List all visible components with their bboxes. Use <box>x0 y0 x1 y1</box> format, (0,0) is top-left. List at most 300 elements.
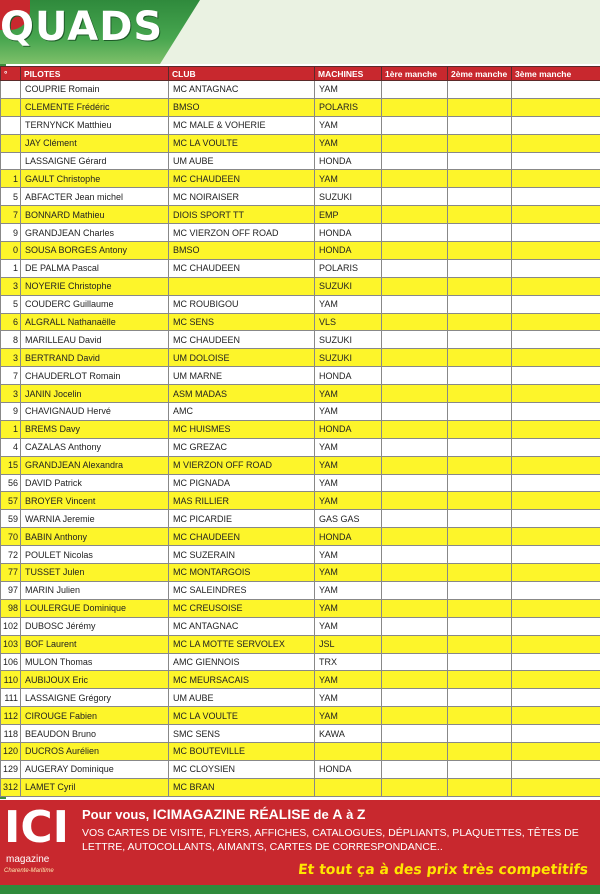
club-name: MC CREUSOISE <box>169 599 315 617</box>
manche-2-result <box>448 242 512 260</box>
manche-2-result <box>448 116 512 134</box>
manche-1-result <box>382 474 448 492</box>
machine-brand: YAM <box>315 564 382 582</box>
ad-headline-pre: Pour vous, <box>82 807 153 822</box>
manche-2-result <box>448 206 512 224</box>
club-name: MC CHAUDEEN <box>169 331 315 349</box>
machine-brand: SUZUKI <box>315 277 382 295</box>
rider-number <box>1 98 21 116</box>
manche-3-result <box>512 599 600 617</box>
pilot-name: JANIN Jocelin <box>21 385 169 403</box>
club-name: M VIERZON OFF ROAD <box>169 456 315 474</box>
pilot-name: JAY Clément <box>21 134 169 152</box>
rider-number: 5 <box>1 295 21 313</box>
manche-2-result <box>448 635 512 653</box>
club-name: MC ANTAGNAC <box>169 617 315 635</box>
manche-1-result <box>382 725 448 743</box>
table-row <box>1 510 600 528</box>
manche-2-result <box>448 707 512 725</box>
pilot-name: SOUSA BORGES Antony <box>21 242 169 260</box>
manche-3-result <box>512 510 600 528</box>
manche-3-result <box>512 707 600 725</box>
machine-brand: POLARIS <box>315 98 382 116</box>
pilot-name: BEAUDON Bruno <box>21 725 169 743</box>
rider-number: 97 <box>1 581 21 599</box>
pilot-name: GRANDJEAN Alexandra <box>21 456 169 474</box>
table-row <box>1 420 600 438</box>
rider-number: 103 <box>1 635 21 653</box>
manche-2-result <box>448 742 512 760</box>
manche-1-result <box>382 224 448 242</box>
manche-1-result <box>382 760 448 778</box>
club-name: MC CHAUDEEN <box>169 259 315 277</box>
manche-1-result <box>382 331 448 349</box>
manche-2-result <box>448 313 512 331</box>
manche-1-result <box>382 242 448 260</box>
manche-1-result <box>382 778 448 796</box>
pilot-name: TERNYNCK Matthieu <box>21 116 169 134</box>
club-name: MC ANTAGNAC <box>169 81 315 99</box>
table-row <box>1 474 600 492</box>
rider-number: 8 <box>1 331 21 349</box>
machine-brand: SUZUKI <box>315 349 382 367</box>
machine-brand: YAM <box>315 81 382 99</box>
table-row <box>1 81 600 99</box>
pilot-name: DUBOSC Jérémy <box>21 617 169 635</box>
manche-1-result <box>382 134 448 152</box>
pilot-name: NOYERIE Christophe <box>21 277 169 295</box>
manche-3-result <box>512 564 600 582</box>
manche-3-result <box>512 116 600 134</box>
manche-3-result <box>512 725 600 743</box>
machine-brand: EMP <box>315 206 382 224</box>
rider-number: 3 <box>1 385 21 403</box>
club-name: MC PICARDIE <box>169 510 315 528</box>
table-row <box>1 528 600 546</box>
club-name: MC MEURSACAIS <box>169 671 315 689</box>
ad-headline-mid: de <box>309 807 333 822</box>
manche-1-result <box>382 438 448 456</box>
rider-number: 9 <box>1 224 21 242</box>
rider-number: 56 <box>1 474 21 492</box>
rider-number: 110 <box>1 671 21 689</box>
manche-1-result <box>382 385 448 403</box>
rider-number: 59 <box>1 510 21 528</box>
manche-2-result <box>448 134 512 152</box>
manche-3-result <box>512 242 600 260</box>
manche-2-result <box>448 277 512 295</box>
table-row <box>1 689 600 707</box>
manche-3-result <box>512 152 600 170</box>
club-name: MC MALE & VOHERIE <box>169 116 315 134</box>
manche-1-result <box>382 581 448 599</box>
pilot-name: AUBIJOUX Eric <box>21 671 169 689</box>
rider-number: 312 <box>1 778 21 796</box>
ad-tagline: Et tout ça à des prix très competitifs <box>297 862 589 878</box>
manche-3-result <box>512 528 600 546</box>
pilot-name: GRANDJEAN Charles <box>21 224 169 242</box>
manche-1-result <box>382 456 448 474</box>
col-header-machine: MACHINES <box>315 67 382 81</box>
manche-1-result <box>382 742 448 760</box>
machine-brand: YAM <box>315 707 382 725</box>
machine-brand: POLARIS <box>315 259 382 277</box>
rider-number: 120 <box>1 742 21 760</box>
col-header-manche-3: 3ème manche <box>512 67 600 81</box>
manche-3-result <box>512 81 600 99</box>
page-header <box>0 0 600 64</box>
pilot-name: BABIN Anthony <box>21 528 169 546</box>
table-row <box>1 367 600 385</box>
club-name: UM AUBE <box>169 152 315 170</box>
manche-1-result <box>382 403 448 421</box>
rider-number <box>1 134 21 152</box>
manche-1-result <box>382 259 448 277</box>
pilot-name: BERTRAND David <box>21 349 169 367</box>
machine-brand: SUZUKI <box>315 188 382 206</box>
pilot-name: DE PALMA Pascal <box>21 259 169 277</box>
table-row <box>1 707 600 725</box>
table-row <box>1 438 600 456</box>
manche-3-result <box>512 546 600 564</box>
manche-2-result <box>448 403 512 421</box>
table-row <box>1 635 600 653</box>
manche-3-result <box>512 349 600 367</box>
manche-3-result <box>512 492 600 510</box>
club-name: MC NOIRAISER <box>169 188 315 206</box>
table-row <box>1 116 600 134</box>
machine-brand: HONDA <box>315 420 382 438</box>
rider-number: 77 <box>1 564 21 582</box>
machine-brand: YAM <box>315 492 382 510</box>
pilot-name: MULON Thomas <box>21 653 169 671</box>
ici-logo-tag: Charente-Maritime <box>4 868 54 874</box>
rider-number: 106 <box>1 653 21 671</box>
rider-number: 111 <box>1 689 21 707</box>
manche-2-result <box>448 152 512 170</box>
pilot-name: WARNIA Jeremie <box>21 510 169 528</box>
manche-1-result <box>382 277 448 295</box>
manche-2-result <box>448 778 512 796</box>
manche-1-result <box>382 617 448 635</box>
rider-number <box>1 81 21 99</box>
pilot-name: CLEMENTE Frédéric <box>21 98 169 116</box>
manche-3-result <box>512 742 600 760</box>
club-name: MC LA VOULTE <box>169 707 315 725</box>
manche-3-result <box>512 474 600 492</box>
pilot-name: GAULT Christophe <box>21 170 169 188</box>
manche-2-result <box>448 349 512 367</box>
ad-headline-to: à <box>342 807 357 822</box>
manche-3-result <box>512 295 600 313</box>
manche-2-result <box>448 617 512 635</box>
rider-number: 112 <box>1 707 21 725</box>
manche-1-result <box>382 492 448 510</box>
manche-3-result <box>512 689 600 707</box>
rider-number: 98 <box>1 599 21 617</box>
table-row <box>1 564 600 582</box>
club-name: MC SALEINDRES <box>169 581 315 599</box>
table-row <box>1 725 600 743</box>
table-row <box>1 599 600 617</box>
machine-brand: YAM <box>315 116 382 134</box>
pilot-name: DAVID Patrick <box>21 474 169 492</box>
club-name: MC SUZERAIN <box>169 546 315 564</box>
machine-brand: YAM <box>315 474 382 492</box>
machine-brand: HONDA <box>315 224 382 242</box>
rider-number: 70 <box>1 528 21 546</box>
col-header-pilot: PILOTES <box>21 67 169 81</box>
manche-1-result <box>382 206 448 224</box>
manche-2-result <box>448 98 512 116</box>
manche-1-result <box>382 349 448 367</box>
rider-number: 6 <box>1 313 21 331</box>
table-row <box>1 331 600 349</box>
manche-3-result <box>512 134 600 152</box>
manche-3-result <box>512 456 600 474</box>
advertisement-banner <box>0 800 600 894</box>
club-name: MC LA MOTTE SERVOLEX <box>169 635 315 653</box>
machine-brand: HONDA <box>315 152 382 170</box>
club-name: MC HUISMES <box>169 420 315 438</box>
col-header-num: ° <box>1 67 21 81</box>
manche-2-result <box>448 295 512 313</box>
table-row <box>1 653 600 671</box>
pilot-name: LAMET Cyril <box>21 778 169 796</box>
manche-2-result <box>448 599 512 617</box>
rider-number: 1 <box>1 420 21 438</box>
table-row <box>1 313 600 331</box>
rider-number: 7 <box>1 367 21 385</box>
machine-brand: YAM <box>315 456 382 474</box>
table-row <box>1 98 600 116</box>
manche-3-result <box>512 367 600 385</box>
manche-2-result <box>448 385 512 403</box>
ad-headline-brand: ICIMAGAZINE RÉALISE <box>152 806 310 822</box>
pilot-name: POULET Nicolas <box>21 546 169 564</box>
manche-1-result <box>382 295 448 313</box>
manche-1-result <box>382 510 448 528</box>
manche-2-result <box>448 224 512 242</box>
machine-brand: YAM <box>315 671 382 689</box>
club-name: MC BRAN <box>169 778 315 796</box>
machine-brand: YAM <box>315 617 382 635</box>
pilot-name: BREMS Davy <box>21 420 169 438</box>
ad-headline-a: A <box>332 806 343 822</box>
table-row <box>1 170 600 188</box>
table-row <box>1 742 600 760</box>
manche-3-result <box>512 671 600 689</box>
machine-brand: YAM <box>315 689 382 707</box>
manche-3-result <box>512 277 600 295</box>
pilot-name: MARIN Julien <box>21 581 169 599</box>
machine-brand: YAM <box>315 438 382 456</box>
club-name: MAS RILLIER <box>169 492 315 510</box>
table-row <box>1 403 600 421</box>
machine-brand: YAM <box>315 295 382 313</box>
machine-brand <box>315 742 382 760</box>
rider-number: 5 <box>1 188 21 206</box>
table-row <box>1 242 600 260</box>
table-row <box>1 492 600 510</box>
machine-brand: HONDA <box>315 242 382 260</box>
rider-number: 3 <box>1 349 21 367</box>
club-name: DIOIS SPORT TT <box>169 206 315 224</box>
machine-brand: YAM <box>315 546 382 564</box>
club-name: AMC GIENNOIS <box>169 653 315 671</box>
manche-3-result <box>512 259 600 277</box>
club-name: SMC SENS <box>169 725 315 743</box>
club-name: ASM MADAS <box>169 385 315 403</box>
manche-2-result <box>448 528 512 546</box>
club-name: BMSO <box>169 242 315 260</box>
pilot-name: ABFACTER Jean michel <box>21 188 169 206</box>
pilot-name: LOULERGUE Dominique <box>21 599 169 617</box>
manche-2-result <box>448 725 512 743</box>
manche-1-result <box>382 653 448 671</box>
manche-3-result <box>512 385 600 403</box>
club-name: MC ROUBIGOU <box>169 295 315 313</box>
machine-brand: YAM <box>315 581 382 599</box>
machine-brand: TRX <box>315 653 382 671</box>
manche-2-result <box>448 259 512 277</box>
manche-3-result <box>512 635 600 653</box>
ad-headline-z: Z <box>356 806 366 822</box>
machine-brand: YAM <box>315 599 382 617</box>
rider-number: 15 <box>1 456 21 474</box>
page-title: QUADS <box>0 4 164 50</box>
pilot-name: BOF Laurent <box>21 635 169 653</box>
manche-1-result <box>382 671 448 689</box>
col-header-manche-2: 2ème manche <box>448 67 512 81</box>
table-row <box>1 188 600 206</box>
machine-brand: HONDA <box>315 760 382 778</box>
pilot-name: BONNARD Mathieu <box>21 206 169 224</box>
pilot-name: TUSSET Julen <box>21 564 169 582</box>
rider-number: 3 <box>1 277 21 295</box>
manche-2-result <box>448 653 512 671</box>
rider-number: 1 <box>1 170 21 188</box>
col-header-club: CLUB <box>169 67 315 81</box>
table-row <box>1 134 600 152</box>
club-name: MC VIERZON OFF ROAD <box>169 224 315 242</box>
club-name: MC GREZAC <box>169 438 315 456</box>
manche-2-result <box>448 420 512 438</box>
manche-2-result <box>448 438 512 456</box>
rider-number: 118 <box>1 725 21 743</box>
manche-2-result <box>448 760 512 778</box>
club-name: MC CHAUDEEN <box>169 170 315 188</box>
manche-2-result <box>448 456 512 474</box>
rider-number: 4 <box>1 438 21 456</box>
table-row <box>1 206 600 224</box>
manche-3-result <box>512 98 600 116</box>
machine-brand: KAWA <box>315 725 382 743</box>
table-header-row <box>1 67 600 81</box>
club-name: MC MONTARGOIS <box>169 564 315 582</box>
rider-number: 57 <box>1 492 21 510</box>
manche-3-result <box>512 617 600 635</box>
ad-headline <box>82 806 365 822</box>
manche-1-result <box>382 546 448 564</box>
manche-1-result <box>382 528 448 546</box>
pilot-name: MARILLEAU David <box>21 331 169 349</box>
table-row <box>1 581 600 599</box>
machine-brand: YAM <box>315 385 382 403</box>
machine-brand: HONDA <box>315 528 382 546</box>
table-row <box>1 671 600 689</box>
machine-brand: GAS GAS <box>315 510 382 528</box>
club-name: MC BOUTEVILLE <box>169 742 315 760</box>
manche-3-result <box>512 760 600 778</box>
pilot-name: DUCROS Aurélien <box>21 742 169 760</box>
manche-2-result <box>448 492 512 510</box>
pilot-name: COUDERC Guillaume <box>21 295 169 313</box>
manche-3-result <box>512 331 600 349</box>
manche-1-result <box>382 81 448 99</box>
manche-3-result <box>512 778 600 796</box>
manche-1-result <box>382 98 448 116</box>
manche-2-result <box>448 546 512 564</box>
manche-1-result <box>382 635 448 653</box>
table-row <box>1 224 600 242</box>
manche-3-result <box>512 420 600 438</box>
pilot-name: CIROUGE Fabien <box>21 707 169 725</box>
table-row <box>1 295 600 313</box>
pilot-name: COUPRIE Romain <box>21 81 169 99</box>
manche-2-result <box>448 564 512 582</box>
club-name: MC CHAUDEEN <box>169 528 315 546</box>
table-row <box>1 546 600 564</box>
machine-brand <box>315 778 382 796</box>
pilot-name: LASSAIGNE Gérard <box>21 152 169 170</box>
manche-2-result <box>448 331 512 349</box>
manche-3-result <box>512 581 600 599</box>
table-row <box>1 152 600 170</box>
entry-list-table <box>0 66 600 797</box>
club-name: UM MARNE <box>169 367 315 385</box>
manche-2-result <box>448 581 512 599</box>
rider-number: 72 <box>1 546 21 564</box>
club-name: MC PIGNADA <box>169 474 315 492</box>
manche-2-result <box>448 367 512 385</box>
manche-1-result <box>382 367 448 385</box>
ici-logo: ICI <box>4 802 70 853</box>
ici-logo-subtitle: magazine <box>6 854 50 865</box>
ad-body-text: VOS CARTES DE VISITE, FLYERS, AFFICHES, CATALOGUES, DÉPLIANTS, PLAQUETTES, TÊTES DE LETTRE, AUTOCOLLANTS, AIMANTS, CARTES DE CORRESPONDANCE.. <box>82 827 579 853</box>
machine-brand: SUZUKI <box>315 331 382 349</box>
pilot-name: AUGERAY Dominique <box>21 760 169 778</box>
manche-2-result <box>448 474 512 492</box>
club-name: MC SENS <box>169 313 315 331</box>
rider-number <box>1 152 21 170</box>
table-row <box>1 456 600 474</box>
rider-number: 1 <box>1 259 21 277</box>
manche-2-result <box>448 510 512 528</box>
manche-1-result <box>382 152 448 170</box>
table-body <box>1 81 600 797</box>
manche-1-result <box>382 188 448 206</box>
manche-2-result <box>448 81 512 99</box>
manche-1-result <box>382 689 448 707</box>
manche-1-result <box>382 116 448 134</box>
manche-1-result <box>382 313 448 331</box>
table-row <box>1 277 600 295</box>
rider-number: 102 <box>1 617 21 635</box>
manche-2-result <box>448 671 512 689</box>
rider-number: 129 <box>1 760 21 778</box>
manche-3-result <box>512 224 600 242</box>
